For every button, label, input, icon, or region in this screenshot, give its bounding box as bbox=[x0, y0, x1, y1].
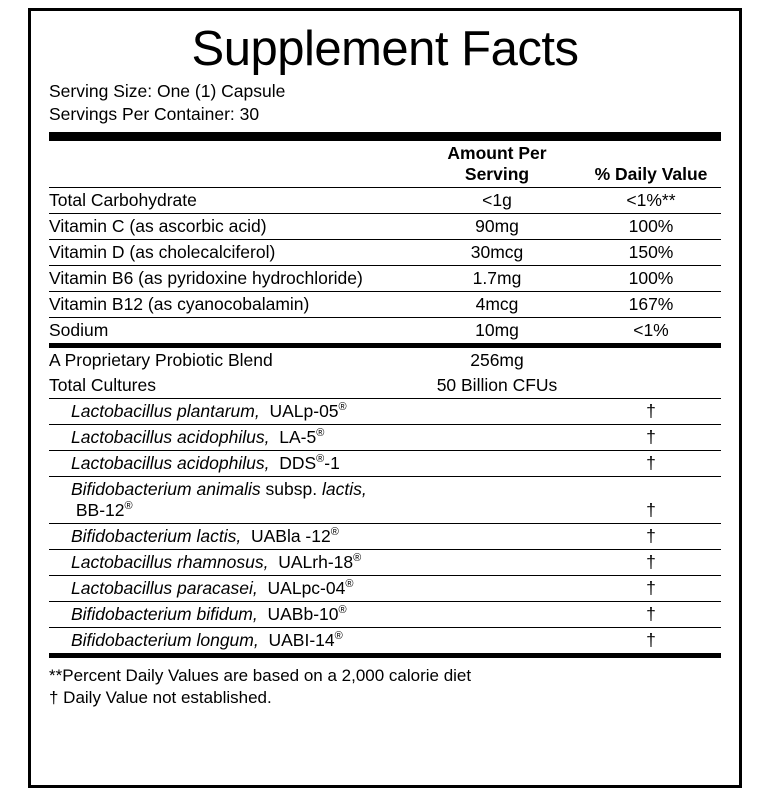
strain-dv: † bbox=[581, 450, 721, 476]
table-row bbox=[49, 424, 721, 450]
strain-amount-empty bbox=[413, 549, 581, 575]
strain-species: Lactobacillus plantarum, bbox=[71, 400, 260, 421]
header-name bbox=[49, 141, 413, 188]
strain-species: Lactobacillus acidophilus, bbox=[71, 452, 270, 473]
strain-amount-empty bbox=[413, 523, 581, 549]
blend-table bbox=[49, 348, 721, 653]
strain-dv: † bbox=[581, 601, 721, 627]
table-row bbox=[49, 450, 721, 476]
footnote-dagger: † Daily Value not established. bbox=[49, 688, 272, 708]
registered-mark-icon: ® bbox=[338, 603, 347, 616]
blend-row bbox=[49, 348, 721, 373]
strain-subspecies: lactis, bbox=[321, 478, 367, 499]
nutrient-name: Vitamin D (as cholecalciferol) bbox=[49, 239, 413, 265]
cultures-dv-empty bbox=[581, 373, 721, 399]
registered-mark-icon: ® bbox=[316, 452, 325, 465]
nutrient-dv: 167% bbox=[581, 291, 721, 317]
strain-code: UABla -12 bbox=[250, 525, 331, 546]
strain-code: DDS bbox=[279, 452, 317, 473]
cultures-row bbox=[49, 373, 721, 399]
nutrient-name: Vitamin C (as ascorbic acid) bbox=[49, 213, 413, 239]
strain-subsp-label: subsp. bbox=[265, 478, 318, 499]
blend-name: A Proprietary Probiotic Blend bbox=[49, 349, 273, 370]
strain-amount-empty bbox=[413, 450, 581, 476]
table-row bbox=[49, 265, 721, 291]
total-cultures-amount: 50 Billion CFUs bbox=[436, 374, 558, 395]
divider-top-wrap bbox=[31, 132, 739, 141]
page-title: Supplement Facts bbox=[191, 22, 579, 76]
table-row bbox=[49, 627, 721, 653]
serving-size: Serving Size: One (1) Capsule bbox=[49, 81, 286, 101]
strain-code: UABb-10 bbox=[267, 603, 339, 624]
nutrient-dv: 100% bbox=[581, 213, 721, 239]
registered-mark-icon: ® bbox=[316, 426, 325, 439]
nutrient-amount: 1.7mg bbox=[413, 265, 581, 291]
blend-dv-empty bbox=[581, 348, 721, 373]
table-row bbox=[49, 476, 721, 523]
strain-species: Bifidobacterium longum, bbox=[71, 629, 259, 650]
strain-species: Lactobacillus rhamnosus, bbox=[71, 551, 269, 572]
nutrient-amount: 10mg bbox=[413, 317, 581, 343]
strain-species: Lactobacillus paracasei, bbox=[71, 577, 258, 598]
table-row bbox=[49, 213, 721, 239]
registered-mark-icon: ® bbox=[334, 629, 343, 642]
nutrient-amount: 4mcg bbox=[413, 291, 581, 317]
table-row bbox=[49, 549, 721, 575]
nutrient-dv: <1%** bbox=[581, 187, 721, 213]
nutrient-name: Sodium bbox=[49, 317, 413, 343]
strain-dv: † bbox=[581, 575, 721, 601]
strain-amount-empty bbox=[413, 601, 581, 627]
registered-mark-icon: ® bbox=[345, 577, 354, 590]
strain-species: Lactobacillus acidophilus, bbox=[71, 426, 270, 447]
strain-dv: † bbox=[581, 523, 721, 549]
strain-amount-empty bbox=[413, 398, 581, 424]
header-daily-value: % Daily Value bbox=[594, 163, 708, 184]
strain-code: UABI-14 bbox=[268, 629, 335, 650]
registered-mark-icon: ® bbox=[338, 400, 347, 413]
strain-code: BB-12 bbox=[75, 499, 125, 520]
table-row bbox=[49, 601, 721, 627]
strain-species: Bifidobacterium lactis, bbox=[71, 525, 242, 546]
table-row bbox=[49, 523, 721, 549]
blend-amount: 256mg bbox=[470, 349, 524, 370]
nutrient-amount: <1g bbox=[413, 187, 581, 213]
nutrient-amount: 30mcg bbox=[413, 239, 581, 265]
table-row bbox=[49, 239, 721, 265]
divider-thick-top bbox=[49, 132, 721, 141]
nutrient-dv: 100% bbox=[581, 265, 721, 291]
strain-species: Bifidobacterium animalis bbox=[71, 478, 261, 499]
table-header-row bbox=[49, 141, 721, 188]
serving-info bbox=[49, 80, 721, 126]
total-cultures-label: Total Cultures bbox=[49, 374, 156, 395]
strain-amount-empty bbox=[413, 424, 581, 450]
nutrient-name: Vitamin B6 (as pyridoxine hydrochloride) bbox=[49, 265, 413, 291]
nutrient-amount: 90mg bbox=[413, 213, 581, 239]
registered-mark-icon: ® bbox=[353, 551, 362, 564]
nutrient-name: Vitamin B12 (as cyanocobalamin) bbox=[49, 291, 413, 317]
footnote-daily-values: **Percent Daily Values are based on a 2,000 calorie diet bbox=[49, 665, 472, 685]
strain-amount-empty bbox=[413, 575, 581, 601]
table-row bbox=[49, 317, 721, 343]
strain-species: Bifidobacterium bifidum, bbox=[71, 603, 258, 624]
strain-code: UALpc-04 bbox=[267, 577, 346, 598]
strain-code: UALp-05 bbox=[269, 400, 339, 421]
footnotes bbox=[31, 658, 739, 711]
servings-per-container: Servings Per Container: 30 bbox=[49, 103, 260, 124]
strain-dv: † bbox=[581, 476, 721, 523]
strain-suffix: -1 bbox=[324, 452, 340, 473]
table-row bbox=[49, 398, 721, 424]
strain-dv: † bbox=[581, 424, 721, 450]
strain-amount-empty bbox=[413, 476, 581, 523]
label-body bbox=[31, 22, 739, 126]
nutrient-dv: 150% bbox=[581, 239, 721, 265]
table-row bbox=[49, 187, 721, 213]
table-row bbox=[49, 291, 721, 317]
header-amount: Amount Per Serving bbox=[447, 142, 547, 184]
strain-amount-empty bbox=[413, 627, 581, 653]
strain-dv: † bbox=[581, 398, 721, 424]
strain-code: LA-5 bbox=[279, 426, 317, 447]
nutrient-table-wrap bbox=[31, 141, 739, 343]
registered-mark-icon: ® bbox=[124, 499, 133, 512]
nutrient-table bbox=[49, 141, 721, 343]
registered-mark-icon: ® bbox=[330, 525, 339, 538]
nutrient-dv: <1% bbox=[581, 317, 721, 343]
supplement-facts-panel bbox=[28, 8, 742, 788]
blend-wrap bbox=[31, 348, 739, 653]
strain-code: UALrh-18 bbox=[278, 551, 354, 572]
table-row bbox=[49, 575, 721, 601]
strain-dv: † bbox=[581, 627, 721, 653]
nutrient-name: Total Carbohydrate bbox=[49, 187, 413, 213]
strain-dv: † bbox=[581, 549, 721, 575]
